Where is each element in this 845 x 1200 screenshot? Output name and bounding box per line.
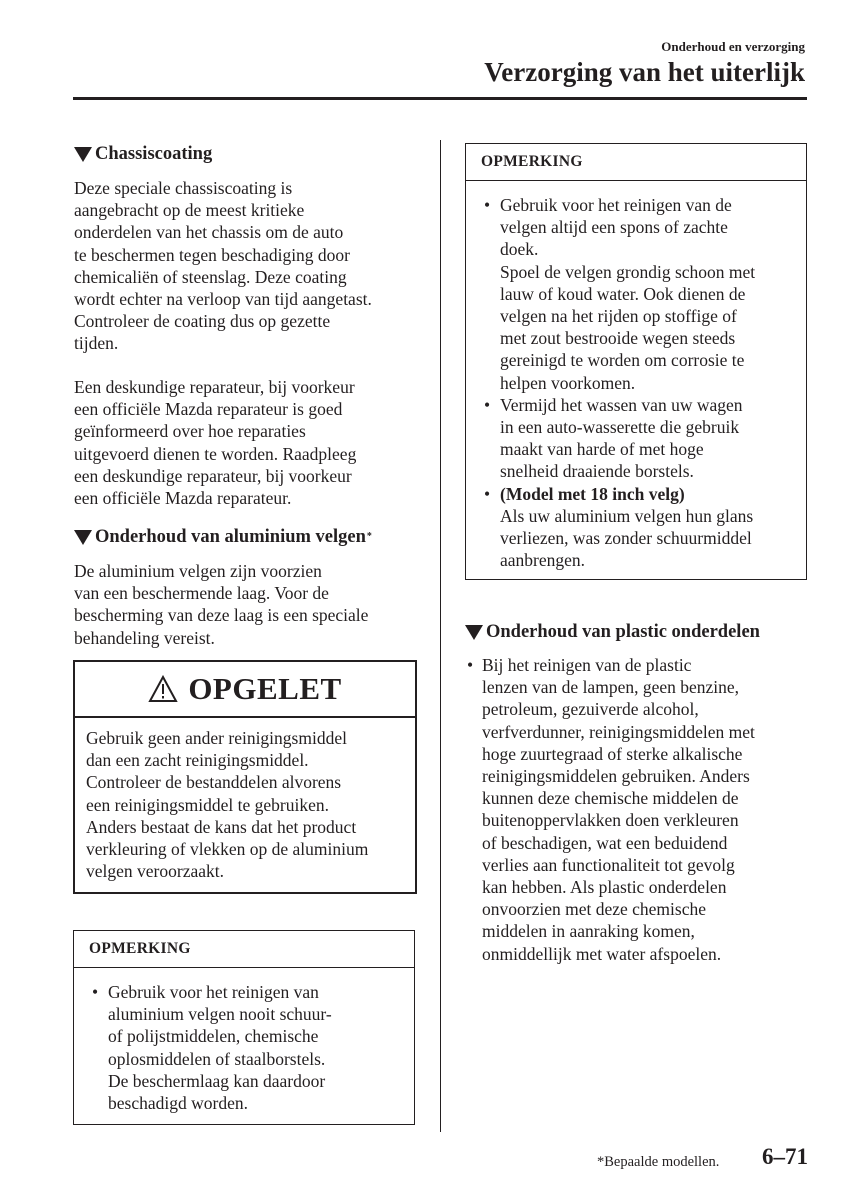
chassis-paragraph-2: Een deskundige reparateur, bij voorkeur een officiële Mazda reparateur is goed geïnformeerd over hoe reparaties uitgevoerd dienen te worden. Raadpleeg een deskundige reparateur, bij voorkeur een officiële Mazda reparateur. bbox=[74, 377, 357, 509]
note-box-left bbox=[73, 930, 415, 1125]
chapter-title: Onderhoud en verzorging bbox=[661, 39, 805, 54]
bullet-dot: • bbox=[484, 195, 491, 215]
caution-text: Gebruik geen ander reinigingsmiddel dan een zacht reinigingsmiddel. Controleer de bestanddelen alvorens een reinigingsmiddel te gebruiken. Anders bestaat de kans dat het product verkleuring of vlekken op de aluminium velgen veroorzaakt. bbox=[86, 728, 369, 882]
list-item: • Gebruik voor het reinigen van de velgen altijd een spons of zachte doek. Spoel de velgen grondig schoon met lauw of koud water. Ook dienen de velgen na het rijden op stoffige of met zout bestrooide wegen steeds gereinigd te worden om corrosie te helpen voorkomen. bbox=[484, 195, 756, 393]
page-title: Verzorging van het uiterlijk bbox=[484, 57, 805, 87]
triangle-bullet-icon bbox=[465, 625, 483, 640]
caution-title: OPGELET bbox=[188, 671, 342, 706]
heading-aluminium-velgen: Onderhoud van aluminium velgen * bbox=[74, 525, 418, 549]
chassis-paragraph-1: Deze speciale chassiscoating is aangebracht op de meest kritieke onderdelen van het chassis om de auto te beschermen tegen beschadiging door chemicaliën of steenslag. Deze coating wordt echter na verloop van tijd aangetast. Controleer de coating dus op gezette tijden. bbox=[74, 178, 372, 354]
header-rule bbox=[73, 97, 807, 100]
list-item: • Gebruik voor het reinigen van aluminium velgen nooit schuur- of polijstmiddelen, chemische oplosmiddelen of staalborstels. De beschermlaag kan daardoor beschadigd worden. bbox=[92, 982, 332, 1114]
caution-header bbox=[75, 662, 415, 718]
column-divider bbox=[440, 140, 441, 1132]
bullet-dot: • bbox=[484, 483, 491, 504]
caution-box bbox=[73, 660, 417, 894]
footnote: *Bepaalde modellen. bbox=[597, 1154, 720, 1170]
triangle-bullet-icon bbox=[74, 147, 92, 162]
note-body bbox=[74, 968, 414, 1114]
triangle-bullet-icon bbox=[74, 530, 92, 545]
list-item: • Vermijd het wassen van uw wagen in een auto-wasserette die gebruik maakt van harde of met hoge snelheid draaiende borstels. bbox=[484, 394, 743, 482]
warning-triangle-icon bbox=[148, 675, 178, 703]
note-title: OPMERKING bbox=[74, 931, 414, 968]
bullet-dot: • bbox=[484, 394, 491, 415]
page-number: 6–71 bbox=[762, 1144, 808, 1169]
plastic-paragraph bbox=[465, 654, 807, 965]
list-item: • Bij het reinigen van de plastic lenzen van de lampen, geen benzine, petroleum, gezuiverde alcohol, verfverdunner, reinigingsmiddelen met hoge zuurtegraad of sterke alkalische reinigingsmiddelen gebruiken. Anders kunnen deze chemische middelen de buitenoppervlakken doen verkleuren of beschadigen, wat een beduidend verlies aan functionaliteit tot gevolg kan hebben. Als plastic onderdelen onvoorzien met deze chemische middelen in aanraking komen, onmiddellijk met water afspoelen. bbox=[467, 655, 755, 964]
heading-chassiscoating: Chassiscoating bbox=[74, 142, 418, 166]
footnote-asterisk: * bbox=[366, 531, 372, 542]
note-title: OPMERKING bbox=[466, 144, 806, 181]
heading-plastic-onderdelen: Onderhoud van plastic onderdelen bbox=[465, 620, 807, 644]
bullet-dot: • bbox=[467, 655, 474, 675]
list-item: • (Model met 18 inch velg) Als uw aluminium velgen hun glans verliezen, was zonder schuurmiddel aanbrengen. bbox=[484, 483, 754, 571]
note-box-right bbox=[465, 143, 807, 580]
bullet-dot: • bbox=[92, 982, 99, 1002]
note-body bbox=[466, 181, 806, 571]
alu-paragraph: De aluminium velgen zijn voorzien van een beschermende laag. Voor de bescherming van deze laag is een speciale behandeling vereist. bbox=[74, 561, 369, 648]
